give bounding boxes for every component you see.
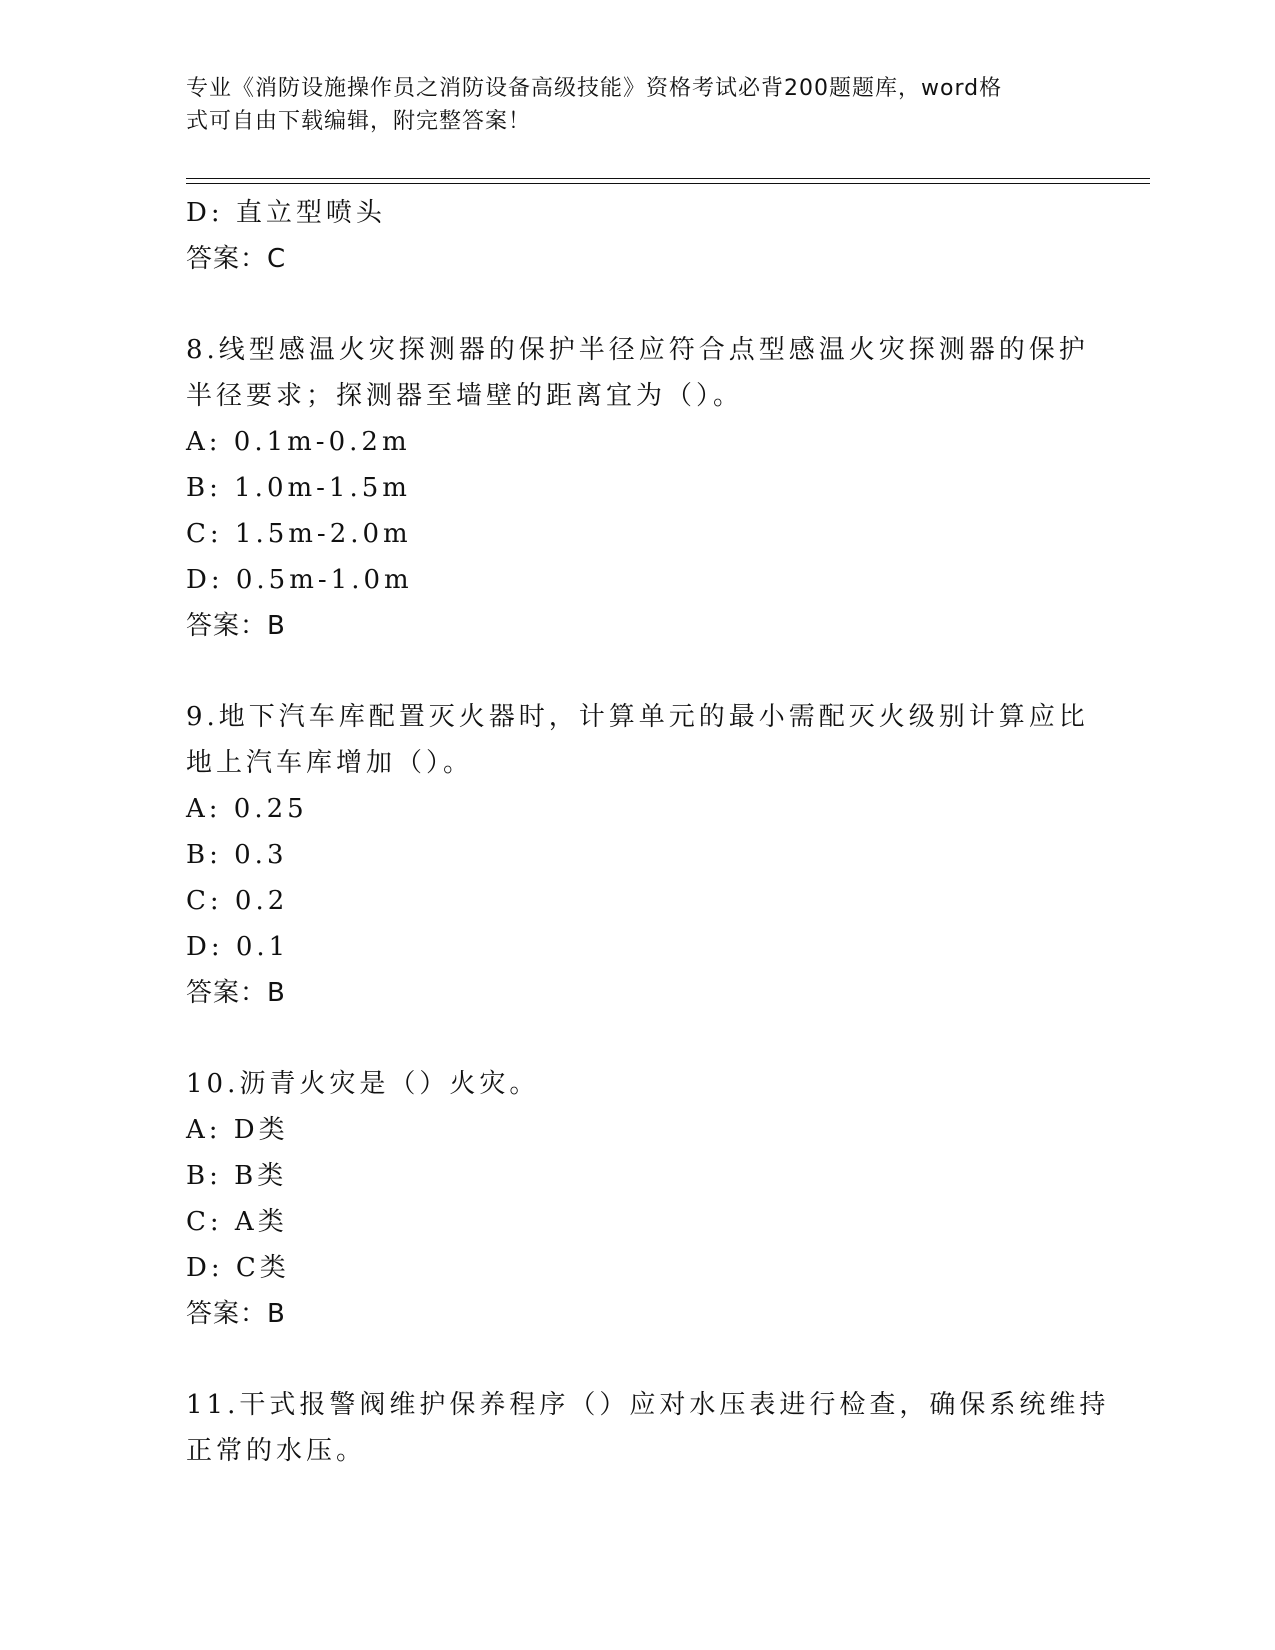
option-b: B: B类 [186, 1161, 288, 1191]
question-stem: 11.干式报警阀维护保养程序（）应对水压表进行检查，确保系统维持 [186, 1390, 1110, 1420]
question-stem: 8.线型感温火灾探测器的保护半径应符合点型感温火灾探测器的保护 [186, 335, 1089, 365]
option-a: A: 0.1m-0.2m [186, 427, 411, 457]
question-stem-cont: 正常的水压。 [186, 1436, 367, 1466]
option-b: B: 1.0m-1.5m [186, 473, 411, 503]
answer-line: 答案：B [186, 1299, 286, 1329]
option-c: C: A类 [186, 1207, 288, 1237]
option-a: A: 0.25 [186, 794, 308, 824]
question-list [186, 190, 1110, 1474]
header-line-1: 专业《消防设施操作员之消防设备高级技能》资格考试必背200题题库，word格 [186, 76, 1003, 101]
answer-line: 答案：B [186, 611, 286, 641]
header-divider-top [186, 178, 1150, 179]
option-d: D: C类 [186, 1253, 290, 1283]
previous-question-tail [186, 190, 1086, 282]
question-stem: 9.地下汽车库配置灭火器时，计算单元的最小需配灭火级别计算应比 [186, 702, 1089, 732]
option-d: D: 0.5m-1.0m [186, 565, 413, 595]
option-a: A: D类 [186, 1115, 289, 1145]
answer-line: 答案：C [186, 244, 287, 274]
option-d: D: 0.1 [186, 932, 290, 962]
option-c: C: 0.2 [186, 886, 289, 916]
question-8 [186, 327, 1089, 649]
answer-line: 答案：B [186, 978, 286, 1008]
document-header [186, 72, 1066, 138]
header-divider-bottom [186, 183, 1150, 184]
option-c: C: 1.5m-2.0m [186, 519, 412, 549]
header-line-2: 式可自由下载编辑，附完整答案！ [186, 109, 532, 134]
question-9 [186, 694, 1089, 1016]
question-stem-cont: 半径要求；探测器至墙壁的距离宜为（）。 [186, 381, 744, 411]
question-11 [186, 1382, 1110, 1474]
question-stem: 10.沥青火灾是（）火灾。 [186, 1069, 540, 1099]
option-b: B: 0.3 [186, 840, 288, 870]
question-stem-cont: 地上汽车库增加（）。 [186, 748, 474, 778]
option-d: D: 直立型喷头 [186, 198, 386, 228]
question-10 [186, 1061, 1086, 1337]
